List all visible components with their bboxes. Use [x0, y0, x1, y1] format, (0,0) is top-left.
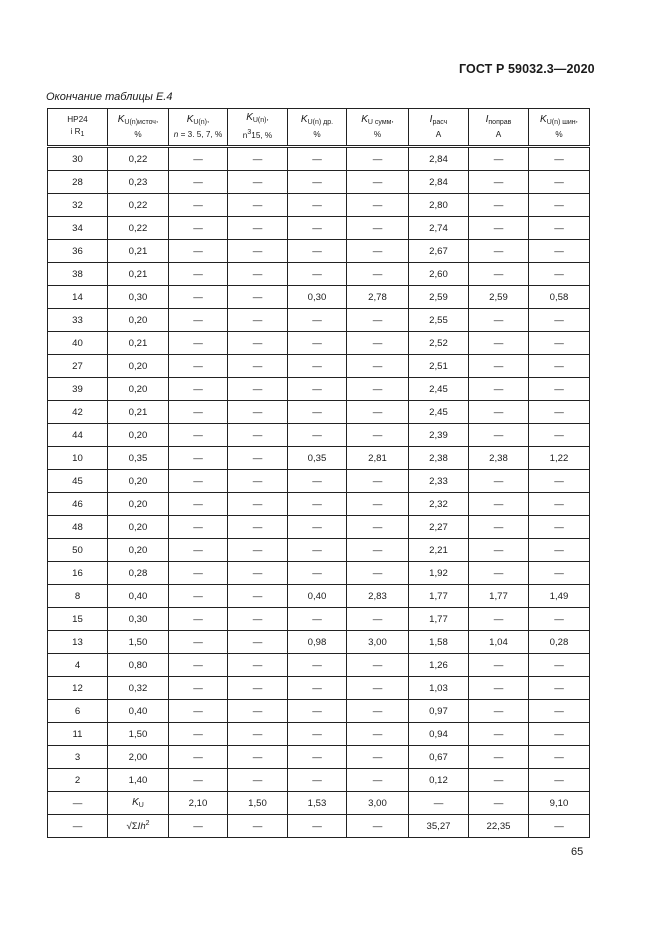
table-cell: 40 [48, 332, 108, 355]
table-cell: 45 [48, 470, 108, 493]
table-cell: — [288, 746, 347, 769]
summary-label-ku: $K_U$ [108, 792, 169, 815]
table-cell: — [228, 677, 288, 700]
page-number: 65 [571, 846, 584, 858]
table-cell: — [347, 746, 409, 769]
table-cell: 0,20 [108, 378, 169, 401]
table-cell: — [347, 217, 409, 240]
table-cell: — [529, 401, 590, 424]
table-cell: — [228, 723, 288, 746]
col-header-ku-other: KU(n) др. % [288, 109, 347, 147]
table-cell: — [288, 470, 347, 493]
col-header-ku-n-357: KU(n), n = 3. 5, 7, % [169, 109, 228, 147]
table-cell: 2,45 [409, 378, 469, 401]
table-cell: — [288, 493, 347, 516]
table-cell: 0,20 [108, 470, 169, 493]
table-row [48, 608, 590, 631]
table-cell: — [469, 309, 529, 332]
table-cell: — [347, 240, 409, 263]
table-cell: — [529, 424, 590, 447]
table-cell: — [529, 493, 590, 516]
table-cell: 14 [48, 286, 108, 309]
table-cell: 48 [48, 516, 108, 539]
table-cell: — [288, 332, 347, 355]
table-cell: 2,00 [108, 746, 169, 769]
table-cell: 2,67 [409, 240, 469, 263]
table-cell: 2,45 [409, 401, 469, 424]
table-cell: — [228, 355, 288, 378]
table-cell: — [469, 147, 529, 171]
table-cell: 46 [48, 493, 108, 516]
table-cell: 0,32 [108, 677, 169, 700]
table-row [48, 401, 590, 424]
table-cell: — [228, 654, 288, 677]
table-cell: 0,94 [409, 723, 469, 746]
table-cell: 2,83 [347, 585, 409, 608]
col-header-ku-n-15: KU(n), n315, % [228, 109, 288, 147]
table-cell: 1,50 [108, 723, 169, 746]
table-cell: — [469, 171, 529, 194]
table-cell: 2,38 [409, 447, 469, 470]
table-cell: — [347, 470, 409, 493]
table-cell: — [529, 355, 590, 378]
table-cell: 36 [48, 240, 108, 263]
table-cell: — [347, 171, 409, 194]
table-cell: 44 [48, 424, 108, 447]
table-cell: — [169, 171, 228, 194]
table-cell: 0,21 [108, 240, 169, 263]
document-id: ГОСТ Р 59032.3—2020 [459, 62, 595, 76]
table-cell: 1,26 [409, 654, 469, 677]
table-cell: — [288, 723, 347, 746]
table-cell: — [228, 585, 288, 608]
table-cell: — [469, 723, 529, 746]
table-cell: 1,77 [469, 585, 529, 608]
table-cell: — [529, 562, 590, 585]
data-table [47, 108, 590, 838]
table-cell: — [228, 700, 288, 723]
table-cell: — [169, 493, 228, 516]
table-row [48, 470, 590, 493]
table-cell: 2,32 [409, 493, 469, 516]
table-row [48, 194, 590, 217]
table-cell: — [288, 769, 347, 792]
table-cell: 11 [48, 723, 108, 746]
table-header-row [48, 109, 590, 147]
table-cell: — [288, 263, 347, 286]
table-cell: — [469, 332, 529, 355]
table-cell: 39 [48, 378, 108, 401]
table-cell: — [529, 654, 590, 677]
table-cell: 2,38 [469, 447, 529, 470]
table-cell: 2,21 [409, 539, 469, 562]
table-cell: 38 [48, 263, 108, 286]
table-cell: — [169, 608, 228, 631]
table-cell: — [169, 700, 228, 723]
table-row [48, 654, 590, 677]
table-cell: 0,21 [108, 263, 169, 286]
table-cell: — [288, 147, 347, 171]
table-cell: 0,30 [288, 286, 347, 309]
table-cell: 0,30 [108, 608, 169, 631]
table-cell: 0,98 [288, 631, 347, 654]
table-cell: — [169, 263, 228, 286]
table-cell: 0,58 [529, 286, 590, 309]
table-cell: 3 [48, 746, 108, 769]
table-cell: 0,40 [288, 585, 347, 608]
table-cell: — [529, 769, 590, 792]
table-cell: 0,22 [108, 217, 169, 240]
table-cell: — [169, 424, 228, 447]
table-cell: — [529, 147, 590, 171]
table-cell: — [169, 355, 228, 378]
col-header-ku-total: KU сумм, % [347, 109, 409, 147]
table-cell: — [228, 378, 288, 401]
table-cell: 1,92 [409, 562, 469, 585]
table-cell: 0,20 [108, 424, 169, 447]
table-row [48, 147, 590, 171]
table-cell: — [288, 516, 347, 539]
table-cell: 2,51 [409, 355, 469, 378]
table-cell: — [169, 447, 228, 470]
table-row [48, 516, 590, 539]
table-cell: — [228, 470, 288, 493]
table-cell: — [469, 562, 529, 585]
table-cell: 1,49 [529, 585, 590, 608]
table-cell: — [347, 332, 409, 355]
table-cell: 0,28 [529, 631, 590, 654]
table-cell: — [228, 309, 288, 332]
table-cell: 1,77 [409, 585, 469, 608]
table-cell: — [169, 401, 228, 424]
table-cell: — [529, 700, 590, 723]
table-cell: 1,77 [409, 608, 469, 631]
table-cell: 4 [48, 654, 108, 677]
col-header-i-calc: Iрасч A [409, 109, 469, 147]
table-cell: 2,55 [409, 309, 469, 332]
table-cell: — [347, 263, 409, 286]
table-cell: 2,81 [347, 447, 409, 470]
table-cell: — [469, 263, 529, 286]
table-cell: — [347, 562, 409, 585]
summary-row-rms: — √ΣIh$^2$ — — — — 35,27 22,35 — [48, 815, 590, 838]
table-cell: 0,40 [108, 585, 169, 608]
table-cell: — [529, 516, 590, 539]
table-cell: — [169, 516, 228, 539]
table-cell: — [288, 378, 347, 401]
table-cell: — [169, 378, 228, 401]
table-row [48, 562, 590, 585]
table-cell: — [169, 562, 228, 585]
table-cell: — [469, 769, 529, 792]
table-cell: — [228, 447, 288, 470]
table-cell: 2 [48, 769, 108, 792]
table-cell: 1,50 [108, 631, 169, 654]
table-cell: — [169, 746, 228, 769]
table-row [48, 493, 590, 516]
table-cell: — [288, 240, 347, 263]
table-cell: — [169, 654, 228, 677]
table-cell: — [169, 332, 228, 355]
table-cell: — [288, 700, 347, 723]
table-cell: 1,22 [529, 447, 590, 470]
table-cell: 27 [48, 355, 108, 378]
table-row [48, 677, 590, 700]
table-cell: — [228, 401, 288, 424]
table-cell: 0,20 [108, 493, 169, 516]
table-cell: — [529, 746, 590, 769]
table-cell: — [228, 286, 288, 309]
table-cell: 2,84 [409, 147, 469, 171]
table-cell: — [228, 194, 288, 217]
table-cell: 0,80 [108, 654, 169, 677]
table-cell: 42 [48, 401, 108, 424]
table-cell: 0,21 [108, 332, 169, 355]
table-cell: — [347, 355, 409, 378]
table-cell: 0,40 [108, 700, 169, 723]
table-cell: 13 [48, 631, 108, 654]
table-cell: — [228, 746, 288, 769]
table-cell: 2,60 [409, 263, 469, 286]
table-cell: — [347, 700, 409, 723]
table-cell: 0,20 [108, 539, 169, 562]
table-row [48, 263, 590, 286]
table-cell: — [228, 516, 288, 539]
table-cell: — [228, 562, 288, 585]
table-body [48, 147, 590, 838]
table-row [48, 217, 590, 240]
table-cell: — [347, 516, 409, 539]
summary-row-ku: — $K_U$ 2,10 1,50 1,53 3,00 — — 9,10 [48, 792, 590, 815]
table-cell: — [169, 677, 228, 700]
table-cell: — [228, 424, 288, 447]
table-cell: — [169, 539, 228, 562]
table-cell: 0,23 [108, 171, 169, 194]
table-cell: 1,04 [469, 631, 529, 654]
table-cell: — [228, 240, 288, 263]
table-cell: — [529, 677, 590, 700]
table-cell: — [469, 401, 529, 424]
table-row [48, 309, 590, 332]
table-cell: — [169, 240, 228, 263]
table-cell: 30 [48, 147, 108, 171]
table-cell: 0,67 [409, 746, 469, 769]
table-cell: — [288, 677, 347, 700]
table-cell: — [347, 493, 409, 516]
table-cell: — [228, 171, 288, 194]
table-row [48, 539, 590, 562]
table-row [48, 378, 590, 401]
table-row [48, 171, 590, 194]
table-cell: — [469, 493, 529, 516]
table-cell: — [469, 194, 529, 217]
table-cell: 1,58 [409, 631, 469, 654]
table-cell: — [469, 355, 529, 378]
col-header-hp24: HP24 i R1 [48, 109, 108, 147]
table-cell: 34 [48, 217, 108, 240]
table-row [48, 585, 590, 608]
table-cell: 2,27 [409, 516, 469, 539]
table-cell: — [469, 516, 529, 539]
table-cell: — [228, 332, 288, 355]
table-cell: 10 [48, 447, 108, 470]
table-cell: — [288, 424, 347, 447]
table-cell: — [228, 631, 288, 654]
table-cell: — [529, 539, 590, 562]
table-cell: — [347, 147, 409, 171]
table-row [48, 631, 590, 654]
table-cell: — [529, 723, 590, 746]
table-cell: — [169, 631, 228, 654]
table-row [48, 723, 590, 746]
table-cell: — [347, 769, 409, 792]
table-row [48, 286, 590, 309]
table-cell: — [288, 401, 347, 424]
table-cell: — [347, 677, 409, 700]
table-cell: — [529, 263, 590, 286]
table-cell: — [169, 769, 228, 792]
table-cell: 0,97 [409, 700, 469, 723]
table-cell: — [288, 608, 347, 631]
table-cell: — [228, 493, 288, 516]
table-cell: 0,21 [108, 401, 169, 424]
table-cell: — [469, 539, 529, 562]
table-cell: 2,74 [409, 217, 469, 240]
table-cell: 6 [48, 700, 108, 723]
table-row [48, 355, 590, 378]
table-cell: — [228, 608, 288, 631]
table-cell: 0,28 [108, 562, 169, 585]
table-cell: 8 [48, 585, 108, 608]
table-cell: — [469, 700, 529, 723]
table-cell: — [228, 263, 288, 286]
table-cell: 0,20 [108, 516, 169, 539]
table-cell: — [288, 171, 347, 194]
table-cell: — [228, 147, 288, 171]
table-cell: — [347, 539, 409, 562]
table-cell: — [469, 654, 529, 677]
table-cell: — [469, 240, 529, 263]
table-cell: — [169, 309, 228, 332]
table-row [48, 424, 590, 447]
table-cell: — [529, 194, 590, 217]
table-cell: 12 [48, 677, 108, 700]
table-cell: 0,35 [108, 447, 169, 470]
table-row [48, 700, 590, 723]
table-cell: — [529, 240, 590, 263]
table-cell: — [469, 217, 529, 240]
table-cell: — [469, 424, 529, 447]
table-cell: — [169, 470, 228, 493]
table-cell: — [169, 194, 228, 217]
table-cell: — [169, 585, 228, 608]
table-cell: — [347, 401, 409, 424]
table-row [48, 447, 590, 470]
table-row [48, 240, 590, 263]
table-cell: — [288, 562, 347, 585]
table-cell: 16 [48, 562, 108, 585]
table-cell: — [469, 470, 529, 493]
table-cell: — [288, 309, 347, 332]
col-header-ku-source: KU(n)источ, % [108, 109, 169, 147]
table-row [48, 746, 590, 769]
table-cell: 2,84 [409, 171, 469, 194]
table-cell: — [347, 424, 409, 447]
table-cell: — [288, 194, 347, 217]
table-cell: — [529, 470, 590, 493]
table-cell: 0,20 [108, 355, 169, 378]
table-cell: — [347, 378, 409, 401]
table-cell: 1,03 [409, 677, 469, 700]
table-cell: 2,80 [409, 194, 469, 217]
table-cell: — [529, 171, 590, 194]
table-cell: 2,78 [347, 286, 409, 309]
table-cell: — [288, 539, 347, 562]
table-cell: 0,22 [108, 194, 169, 217]
table-cell: 0,35 [288, 447, 347, 470]
table-cell: — [169, 147, 228, 171]
table-cell: 1,40 [108, 769, 169, 792]
table-cell: — [169, 723, 228, 746]
table-cell: 2,59 [409, 286, 469, 309]
table-cell: — [529, 309, 590, 332]
table-cell: 50 [48, 539, 108, 562]
table-cell: — [288, 217, 347, 240]
table-cell: 33 [48, 309, 108, 332]
table-cell: 28 [48, 171, 108, 194]
table-cell: — [288, 355, 347, 378]
table-cell: 0,22 [108, 147, 169, 171]
table-cell: — [469, 677, 529, 700]
table-cell: — [529, 217, 590, 240]
table-cell: — [529, 332, 590, 355]
table-cell: 2,39 [409, 424, 469, 447]
table-cell: 15 [48, 608, 108, 631]
table-cell: — [469, 608, 529, 631]
table-cell: — [529, 378, 590, 401]
table-cell: — [347, 309, 409, 332]
table-cell: 2,59 [469, 286, 529, 309]
table-cell: — [347, 194, 409, 217]
table-cell: 2,52 [409, 332, 469, 355]
table-cell: — [347, 608, 409, 631]
table-cell: 3,00 [347, 631, 409, 654]
table-cell: — [288, 654, 347, 677]
table-cell: — [169, 217, 228, 240]
table-cell: 2,33 [409, 470, 469, 493]
table-cell: 0,12 [409, 769, 469, 792]
table-cell: — [228, 217, 288, 240]
summary-label-rms: √ΣIh$^2$ [108, 815, 169, 838]
table-cell: — [529, 608, 590, 631]
col-header-ku-bus: KU(n) шин, % [529, 109, 590, 147]
table-cell: — [469, 378, 529, 401]
table-cell: — [347, 654, 409, 677]
table-cell: — [469, 746, 529, 769]
table-cell: 0,30 [108, 286, 169, 309]
table-caption: Окончание таблицы Е.4 [46, 91, 173, 103]
table-cell: 32 [48, 194, 108, 217]
table-row [48, 769, 590, 792]
table-cell: — [228, 769, 288, 792]
table-row [48, 332, 590, 355]
col-header-i-corr: Iпоправ A [469, 109, 529, 147]
table-cell: — [169, 286, 228, 309]
table-cell: — [347, 723, 409, 746]
table-cell: 0,20 [108, 309, 169, 332]
table-cell: — [228, 539, 288, 562]
